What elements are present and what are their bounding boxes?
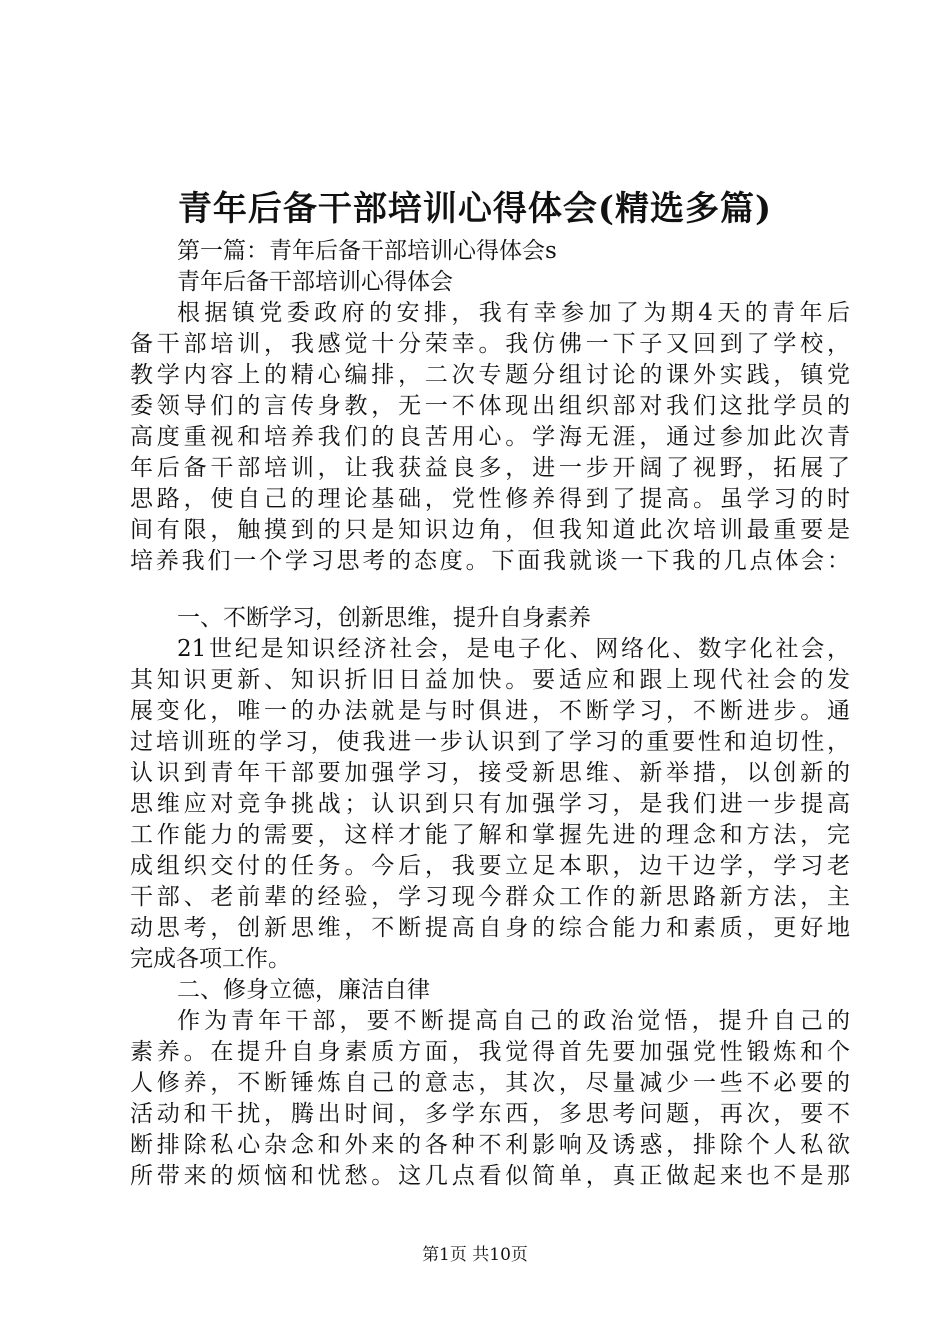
- paragraph-line: 21世纪是知识经济社会，是电子化、网络化、数字化社会，: [177, 636, 850, 662]
- paragraph-line: 思路，使自己的理论基础，党性修养得到了提高。虽学习的时: [130, 486, 850, 512]
- paragraph-line: 年后备干部培训，让我获益良多，进一步开阔了视野，拓展了: [130, 455, 850, 481]
- paragraph-gap: [130, 577, 850, 603]
- paragraph-line: 思维应对竞争挑战；认识到只有加强学习，是我们进一步提高: [130, 791, 850, 817]
- paragraph-line: 成组织交付的任务。今后，我要立足本职，边干边学，学习老: [130, 853, 850, 879]
- paragraph-line: 作为青年干部，要不断提高自己的政治觉悟，提升自己的: [177, 1008, 850, 1034]
- paragraph-line: 教学内容上的精心编排，二次专题分组讨论的课外实践，镇党: [130, 362, 850, 388]
- paragraph-line: 过培训班的学习，使我进一步认识到了学习的重要性和迫切性，: [130, 729, 850, 755]
- paragraph-line: 干部、老前辈的经验，学习现今群众工作的新思路新方法，主: [130, 884, 850, 910]
- section-heading: 第一篇：青年后备干部培训心得体会s: [177, 238, 557, 264]
- paragraph-line: 委领导们的言传身教，无一不体现出组织部对我们这批学员的: [130, 393, 850, 419]
- paragraph-line: 间有限，触摸到的只是知识边角，但我知道此次培训最重要是: [130, 517, 850, 543]
- paragraph-line: 高度重视和培养我们的良苦用心。学海无涯，通过参加此次青: [130, 424, 850, 450]
- paragraph-line: 动思考，创新思维，不断提高自身的综合能力和素质，更好地: [130, 915, 850, 941]
- document-body: [130, 236, 850, 1192]
- section-heading: 一、不断学习，创新思维，提升自身素养: [177, 605, 591, 631]
- page-number: 第1页 共10页: [422, 1245, 528, 1265]
- subtitle: 青年后备干部培训心得体会: [177, 269, 453, 295]
- paragraph-line: 展变化，唯一的办法就是与时俱进，不断学习，不断进步。通: [130, 698, 850, 724]
- paragraph-line: 备干部培训，我感觉十分荣幸。我仿佛一下子又回到了学校，: [130, 331, 850, 357]
- paragraph-line: 断排除私心杂念和外来的各种不利影响及诱惑，排除个人私欲: [130, 1132, 850, 1158]
- paragraph-line: 认识到青年干部要加强学习，接受新思维、新举措，以创新的: [130, 760, 850, 786]
- paragraph-line: 其知识更新、知识折旧日益加快。要适应和跟上现代社会的发: [130, 667, 850, 693]
- paragraph-line: 素养。在提升自身素质方面，我觉得首先要加强党性锻炼和个: [130, 1039, 850, 1065]
- section-heading: 二、修身立德，廉洁自律: [177, 977, 430, 1003]
- paragraph-line: 活动和干扰，腾出时间，多学东西，多思考问题，再次，要不: [130, 1101, 850, 1127]
- paragraph-line: 培养我们一个学习思考的态度。下面我就谈一下我的几点体会：: [130, 548, 850, 574]
- paragraph-line: 人修养，不断锤炼自己的意志，其次，尽量减少一些不必要的: [130, 1070, 850, 1096]
- paragraph-line: 所带来的烦恼和忧愁。这几点看似简单，真正做起来也不是那: [130, 1163, 850, 1189]
- paragraph-line: 完成各项工作。: [130, 946, 291, 972]
- paragraph-line: 根据镇党委政府的安排，我有幸参加了为期4天的青年后: [177, 300, 850, 326]
- paragraph-line: 工作能力的需要，这样才能了解和掌握先进的理念和方法，完: [130, 822, 850, 848]
- document-title: 青年后备干部培训心得体会(精选多篇): [177, 189, 773, 229]
